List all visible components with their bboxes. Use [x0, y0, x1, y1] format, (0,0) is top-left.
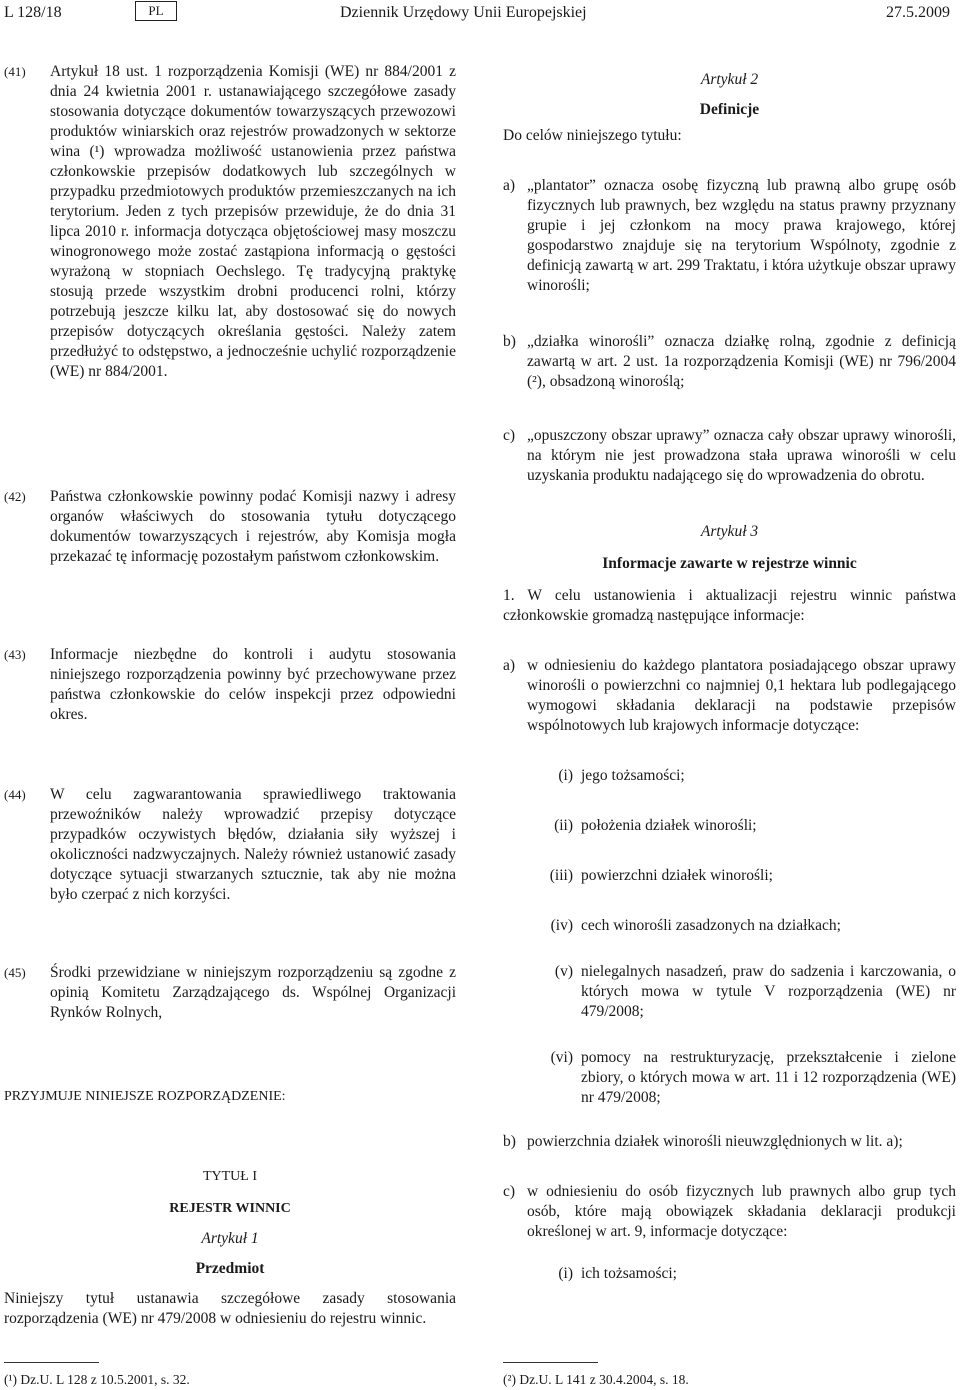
footnote-divider	[4, 1362, 99, 1363]
item-text: „opuszczony obszar uprawy” oznacza cały obszar uprawy winorośli, na którym nie jest prowadzona stała uprawa winorośli w celu uzyskania produktu nadającego się do wprowadzenia do obrotu.	[527, 427, 956, 484]
title-label: TYTUŁ I	[202, 1169, 258, 1184]
sub-item-i	[527, 766, 956, 786]
sub-label: (v)	[554, 963, 573, 980]
info-item-b	[503, 1132, 956, 1152]
sub-item-c-i	[527, 1264, 956, 1284]
article-2-intro: Do celów niniejszego tytułu:	[503, 127, 682, 144]
article-1-title: Przedmiot	[195, 1260, 265, 1277]
item-label: b)	[503, 333, 516, 350]
recital-text: W celu zagwarantowania sprawiedliwego traktowania przewoźników należy wprowadzić przepisy dotyczące przypadków oczywistych błędów, działania siły wyższej i okoliczności nadzwyczajnych. Należy również ustanowić zasady dotyczące sytuacji stwarzanych sztucznie, tak aby nie można było czerpać z nich korzyści.	[50, 786, 456, 903]
recital-41	[4, 62, 456, 437]
recital-number: (42)	[4, 489, 26, 504]
article-1-text: Niniejszy tytuł ustanawia szczegółowe zasady stosowania rozporządzenia (WE) nr 479/2008 w odniesieniu do rejestru winnic.	[4, 1290, 456, 1327]
sub-item-iii	[527, 866, 956, 886]
sub-label: (iv)	[550, 917, 573, 934]
sub-label: (vi)	[550, 1049, 573, 1066]
definition-c	[503, 426, 956, 486]
sub-text: jego tożsamości;	[581, 767, 685, 784]
page-number: L 128/18	[4, 4, 62, 21]
sub-item-v	[527, 962, 956, 1022]
recital-text: Artykuł 18 ust. 1 rozporządzenia Komisji (WE) nr 884/2001 z dnia 24 kwietnia 2001 r. ustanawiającego szczegółowe zasady stosowania dotyczące dokumentów towarzyszących przewozowi produktów winiarskich oraz rejestrów prowadzonych w sektorze wina (¹) wprowadza możliwość ustanowienia przez państwa członkowskie przepisów dodatkowych lub szczególnych w przypadku przedmiotowych produktów przemieszczanych na ich terytorium. Jeden z tych przepisów przewiduje, że do dnia 31 lipca 2010 r. informacja dotycząca objętościowej masy moszczu winogronowego może zostać zastąpiona informacją o gęstości wyrażoną w stopniach Oechslego. Tę tradycyjną praktykę stosują przede wszystkim drobni producenci rolni, którzy potrzebują jeszcze kilku lat, aby dostosować się do nowych przepisów dotyczących określania gęstości. Należy zatem przedłużyć to odstępstwo, a jednocześnie uchylić rozporządzenie (WE) nr 884/2001.	[50, 63, 456, 380]
sub-label: (ii)	[554, 817, 573, 834]
recital-42	[4, 487, 456, 597]
footnote-1: (¹) Dz.U. L 128 z 10.5.2001, s. 32.	[4, 1372, 190, 1387]
article-3-intro: 1. W celu ustanowienia i aktualizacji rejestru winnic państwa członkowskie gromadzą następujące informacje:	[503, 587, 956, 624]
journal-title: Dziennik Urzędowy Unii Europejskiej	[340, 4, 587, 21]
sub-text: cech winorośli zasadzonych na działkach;	[581, 917, 841, 934]
article-3-label: Artykuł 3	[700, 523, 759, 540]
sub-item-iv	[527, 916, 956, 936]
item-text: w odniesieniu do osób fizycznych lub prawnych albo grup tych osób, które mają obowiązek składania deklaracji produkcji określonej w art. 9, informacje dotyczące:	[527, 1183, 956, 1240]
recital-number: (43)	[4, 647, 26, 662]
recital-text: Środki przewidziane w niniejszym rozporządzeniu są zgodne z opinią Komitetu Zarządzającego ds. Wspólnej Organizacji Rynków Rolnych,	[50, 964, 456, 1021]
adopts-statement: PRZYJMUJE NINIEJSZE ROZPORZĄDZENIE:	[4, 1089, 286, 1104]
page-header	[0, 0, 960, 30]
footnote-divider	[503, 1362, 598, 1363]
recital-number: (44)	[4, 787, 26, 802]
article-2-title: Definicje	[699, 101, 760, 118]
sub-text: pomocy na restrukturyzację, przekształcenie i zielone zbiory, o których mowa w art. 11 i 12 rozporządzenia (WE) nr 479/2008;	[581, 1049, 956, 1106]
item-text: w odniesieniu do każdego plantatora posiadającego obszar uprawy winorośli o powierzchni co najmniej 0,1 hektara lub podlegającego wymogowi składania deklaracji na podstawie przepisów wspólnotowych lub krajowych informacje dotyczące:	[527, 657, 956, 734]
sub-item-vi	[527, 1048, 956, 1108]
recital-number: (45)	[4, 965, 26, 980]
item-text: powierzchnia działek winorośli nieuwzględnionych w lit. a);	[527, 1133, 903, 1150]
recital-43	[4, 645, 456, 735]
left-column	[4, 62, 456, 1329]
item-label: a)	[503, 657, 516, 674]
item-label: b)	[503, 1133, 516, 1150]
sub-label: (i)	[558, 767, 573, 784]
sub-text: powierzchni działek winorośli;	[581, 867, 773, 884]
recital-45	[4, 963, 456, 1033]
language-badge: PL	[135, 1, 177, 21]
definition-a	[503, 176, 956, 296]
item-text: „działka winorośli” oznacza działkę rolną, zgodnie z definicją zawartą w art. 2 ust. 1a rozporządzenia Komisji (WE) nr 796/2004 (²), obsadzoną winoroślą;	[527, 333, 956, 390]
item-label: c)	[503, 1183, 516, 1200]
sub-text: położenia działek winorośli;	[581, 817, 757, 834]
footnote-2: (²) Dz.U. L 141 z 30.4.2004, s. 18.	[503, 1372, 689, 1387]
article-3-title: Informacje zawarte w rejestrze winnic	[602, 555, 857, 572]
definition-b	[503, 332, 956, 392]
info-item-c	[503, 1182, 956, 1242]
sub-item-ii	[527, 816, 956, 836]
recital-number: (41)	[4, 64, 26, 79]
item-text: „plantator” oznacza osobę fizyczną lub prawną albo grupę osób fizycznych lub prawnych, bez względu na status prawny przyznany grupie i jej członkom na mocy prawa krajowego, której gospodarstwo znajduje się na terytorium Wspólnoty, zgodnie z definicją zawartą w art. 299 Traktatu, i która użytkuje obszar uprawy winorośli;	[527, 177, 956, 294]
title-name: REJESTR WINNIC	[169, 1201, 291, 1216]
sub-text: ich tożsamości;	[581, 1265, 677, 1282]
article-2-label: Artykuł 2	[700, 71, 759, 88]
article-1-label: Artykuł 1	[201, 1230, 259, 1247]
item-label: a)	[503, 177, 516, 194]
sub-text: nielegalnych nasadzeń, praw do sadzenia i karczowania, o których mowa w tytule V rozporządzenia (WE) nr 479/2008;	[581, 963, 956, 1020]
recital-text: Informacje niezbędne do kontroli i audytu stosowania niniejszego rozporządzenia powinny być przechowywane przez państwa członkowskie do celów inspekcji przez odpowiedni okres.	[50, 646, 456, 723]
right-column	[503, 70, 956, 1284]
item-label: c)	[503, 427, 516, 444]
issue-date: 27.5.2009	[886, 4, 950, 21]
recital-text: Państwa członkowskie powinny podać Komisji nazwy i adresy organów właściwych do stosowania tytułu dotyczącego dokumentów towarzyszących i rejestrów, aby Komisja mogła przekazać tę informację pozostałym państwom członkowskim.	[50, 488, 456, 565]
recital-44	[4, 785, 456, 915]
sub-label: (i)	[558, 1265, 573, 1282]
sub-label: (iii)	[549, 867, 573, 884]
info-item-a	[503, 656, 956, 736]
